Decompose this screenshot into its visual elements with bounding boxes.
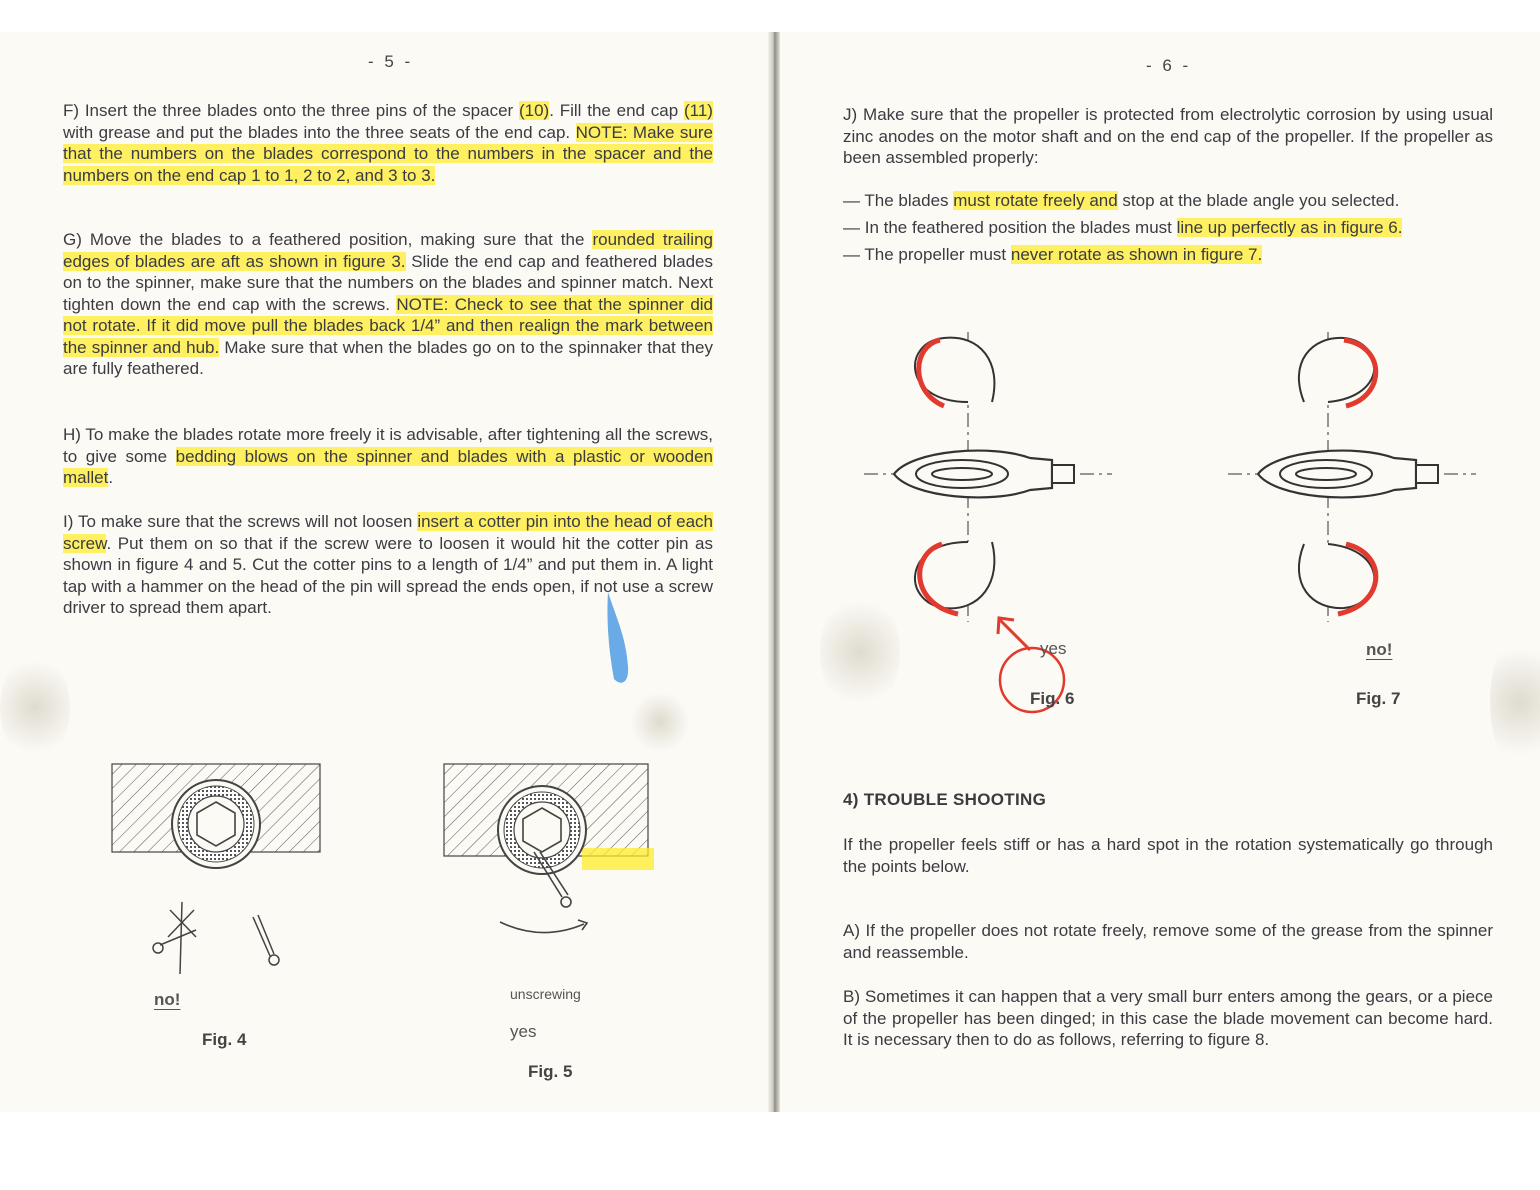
fig5-verdict: yes bbox=[510, 1022, 537, 1041]
paragraph-j: J) Make sure that the propeller is protected from electrolytic corrosion by using usual zinc anodes on the motor shaft and on the end cap of the propeller. If the propeller as been assembled properly: bbox=[843, 105, 1493, 167]
bullet-3 bbox=[843, 244, 1262, 265]
highlight: rounded trailing edges of blades are aft as shown in figure 3. bbox=[63, 230, 713, 271]
text-run: with grease and put the blades into the three seats of the end cap. bbox=[63, 122, 576, 142]
highlight: bedding blows on the spinner and blades with a plastic or wooden mallet bbox=[63, 446, 713, 487]
text-run: F) Insert the three blades onto the three pins of the spacer bbox=[63, 101, 519, 120]
bullet-1 bbox=[843, 190, 1399, 211]
fig4-verdict: no! bbox=[154, 990, 181, 1009]
highlight: (10) bbox=[518, 101, 550, 120]
figure-7-drawing bbox=[1226, 332, 1486, 622]
left-page bbox=[0, 32, 772, 1112]
text-run: — The propeller must bbox=[843, 245, 1011, 264]
trouble-a: A) If the propeller does not rotate freely, remove some of the grease from the spinner and reassemble. bbox=[843, 921, 1493, 962]
highlight: insert a cotter pin into the head of each screw bbox=[63, 512, 713, 553]
fig7-label: Fig. 7 bbox=[1356, 689, 1401, 708]
scanned-spread bbox=[0, 32, 1540, 1112]
fig6-verdict: yes bbox=[1040, 639, 1067, 658]
paragraph-f bbox=[63, 100, 713, 186]
text-run: Make sure that when the blades go on to the spinnaker that they are fully feathered. bbox=[63, 337, 714, 378]
fig5-label: Fig. 5 bbox=[528, 1062, 573, 1081]
text-run: stop at the blade angle you selected. bbox=[1117, 191, 1400, 210]
text-run: H) To make the blades rotate more freely it is advisable, after tightening all the screws, to give some bbox=[63, 425, 713, 466]
page-number: - 6 - bbox=[1146, 56, 1192, 75]
figure-4-drawing bbox=[110, 762, 322, 962]
ink-smear bbox=[600, 587, 640, 697]
bullet-2 bbox=[843, 217, 1402, 238]
highlight: must rotate freely and bbox=[953, 191, 1118, 210]
right-page bbox=[776, 32, 1540, 1112]
text-run: I) To make sure that the screws will not loosen bbox=[63, 512, 418, 531]
section-heading: 4) TROUBLE SHOOTING bbox=[843, 790, 1047, 809]
figure-5-drawing bbox=[442, 762, 654, 942]
page-number: - 5 - bbox=[368, 52, 414, 71]
highlight-note: NOTE: Make sure that the numbers on the blades correspond to the numbers in the spacer and the numbers on the end cap 1 to 1, 2 to 2, and 3 to 3. bbox=[63, 122, 713, 185]
fig5-caption: unscrewing bbox=[510, 986, 581, 1002]
trouble-b: B) Sometimes it can happen that a very small burr enters among the gears, or a piece of the propeller has been dinged; in this case the blade movement can become hard. It is necessary then to do as follows, referring to figure 8. bbox=[843, 987, 1493, 1049]
highlight: never rotate as shown in figure 7. bbox=[1010, 245, 1263, 264]
fig4-label: Fig. 4 bbox=[202, 1030, 247, 1049]
text-run: — The blades bbox=[843, 191, 954, 210]
highlight-note: NOTE: Check to see that the spinner did not rotate. If it did move pull the blades back 1/4” and then realign the mark between the spinner and hub. bbox=[63, 294, 713, 357]
trouble-intro: If the propeller feels stiff or has a hard spot in the rotation systematically go through the points below. bbox=[843, 835, 1493, 876]
paragraph-g bbox=[63, 229, 713, 380]
fig6-label: Fig. 6 bbox=[1030, 689, 1075, 708]
text-run: . bbox=[108, 468, 114, 487]
highlight: (11) bbox=[684, 101, 713, 120]
text-run: G) Move the blades to a feathered position, making sure that the bbox=[63, 230, 593, 249]
text-run: . Fill the end cap bbox=[549, 101, 684, 120]
text-run: Slide the end cap and feathered blades on to the spinner, make sure that the numbers on the blades and spinner match. Next tighten down the end cap with the screws. bbox=[63, 251, 713, 314]
fig7-verdict: no! bbox=[1366, 640, 1393, 659]
figure-6-drawing bbox=[862, 332, 1122, 632]
highlight: line up perfectly as in figure 6. bbox=[1176, 218, 1403, 237]
text-run: — In the feathered position the blades must bbox=[843, 218, 1177, 237]
paragraph-h bbox=[63, 424, 713, 489]
text-run: . Put them on so that if the screw were to loosen it would hit the cotter pin as shown in figure 4 and 5. Cut the cotter pins to a length of 1/4” and put them in. A light tap with a hammer on the head of the pin will spread the ends open, if not use a screw driver to spread them apart. bbox=[63, 533, 713, 617]
